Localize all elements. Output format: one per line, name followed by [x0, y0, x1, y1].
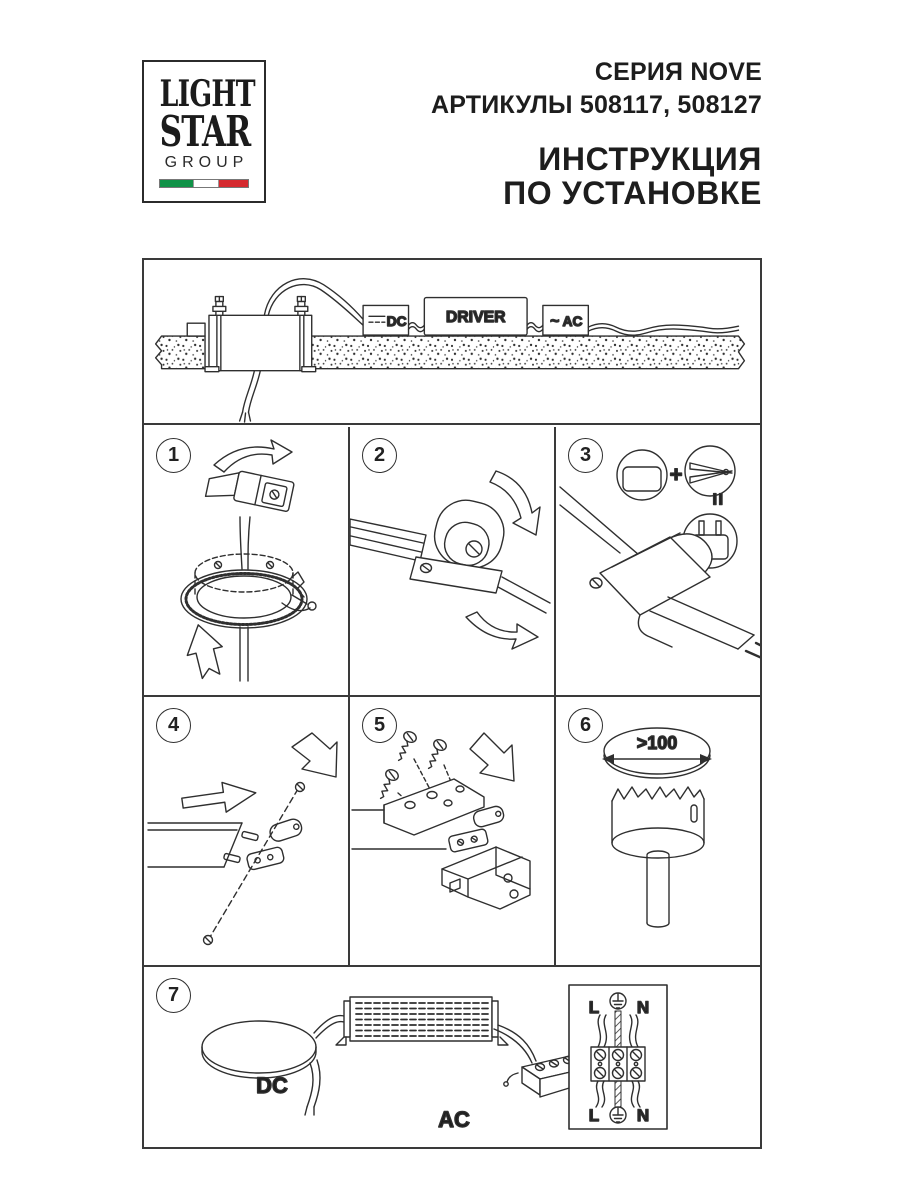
- step-6-panel: [556, 697, 760, 967]
- screw-3: [375, 768, 400, 802]
- screw-bottom: [204, 936, 213, 945]
- step-5-panel: [350, 697, 556, 967]
- step-4-number: [156, 708, 191, 743]
- cable-hanging: [243, 371, 255, 412]
- step-3-panel: [556, 427, 760, 697]
- driver-label: DRIVER: [445, 309, 506, 327]
- up-arrow: [181, 620, 229, 680]
- driver-unit: [336, 997, 508, 1045]
- ac-label: AC: [562, 313, 583, 330]
- step-4-panel: [144, 697, 350, 967]
- fixture-screw-right: [295, 297, 308, 316]
- logo-word-star: STAR: [159, 107, 251, 156]
- terminal-strip: [591, 1047, 645, 1081]
- connector-icon: [617, 450, 667, 500]
- flag-white-segment: [193, 180, 219, 187]
- step-number-text: 1: [167, 444, 180, 466]
- wire-label-l-top: L: [588, 998, 600, 1017]
- flag-green-segment: [160, 180, 193, 187]
- step-7-illustration: [144, 967, 760, 1146]
- clamp-on-cable: [560, 487, 760, 659]
- plus-sign: +: [669, 462, 683, 487]
- fixture-edge: [148, 823, 258, 867]
- step-1-panel: [144, 427, 350, 697]
- title-line-1: ИНСТРУКЦИЯ: [538, 141, 762, 177]
- curved-arrow-bottom: [466, 612, 538, 649]
- step-number-text: 2: [373, 444, 386, 466]
- step-7-number: [156, 978, 191, 1013]
- articles-line: АРТИКУЛЫ 508117, 508127: [430, 91, 762, 119]
- step-7-panel: [144, 967, 760, 1146]
- lightstar-logo: [142, 60, 266, 203]
- wire-connector-a: [268, 817, 304, 843]
- italian-flag: [159, 179, 249, 188]
- logo-word-light: LIGHT: [159, 73, 255, 115]
- diagram-frame: [142, 258, 762, 1149]
- step-number-text: 5: [373, 714, 386, 736]
- dc-output-label: DC: [256, 1073, 288, 1098]
- step-2-panel: [350, 427, 556, 697]
- step-5-number: [362, 708, 397, 743]
- wire-label-l-bottom: L: [588, 1106, 600, 1125]
- step-number-text: 3: [579, 444, 592, 466]
- fixture-screw-left: [213, 297, 226, 316]
- ac-box: [543, 305, 588, 335]
- step-number-text: 6: [579, 714, 592, 736]
- document-header: [431, 56, 762, 210]
- ac-input-label: AC: [438, 1107, 470, 1132]
- step-number-text: 4: [167, 714, 180, 736]
- curved-arrow: [214, 440, 292, 472]
- step-6-number: [568, 708, 603, 743]
- cable-fixture-to-dc: [264, 279, 363, 320]
- mounting-plate: [384, 779, 484, 835]
- logo-word-group: GROUP: [164, 154, 249, 171]
- bracket: [442, 847, 530, 909]
- step-number-text: 7: [167, 984, 180, 1006]
- arrow-right: [180, 778, 257, 818]
- cable-clip: [206, 465, 295, 514]
- dc-label: DC: [386, 313, 407, 330]
- step-2-number: [362, 438, 397, 473]
- stripper-icon: [685, 446, 735, 496]
- arrow-down-left: [292, 733, 337, 777]
- equals-sign: =: [705, 492, 730, 506]
- dc-box: [363, 305, 408, 335]
- cable-clamp: [410, 494, 510, 593]
- wire-label-n-top: N: [636, 998, 650, 1017]
- ac-wave: ~: [550, 313, 560, 331]
- screw-top: [296, 783, 305, 792]
- step-3-number: [568, 438, 603, 473]
- overview-illustration: [144, 260, 760, 423]
- step-1-number: [156, 438, 191, 473]
- title-line-2: ПО УСТАНОВКЕ: [503, 175, 762, 211]
- diameter-label: >100: [636, 733, 678, 753]
- flat-cable: [350, 519, 426, 561]
- flag-red-segment: [219, 180, 248, 187]
- arrow-down-right: [470, 733, 514, 781]
- overview-panel: [144, 260, 760, 425]
- hole-dimension: [602, 728, 712, 778]
- hole-saw: [612, 787, 704, 927]
- terminal-connector: [448, 828, 489, 852]
- screw-1: [393, 730, 418, 764]
- series-line: СЕРИЯ NOVE: [594, 58, 762, 86]
- wire-label-n-bottom: N: [636, 1106, 650, 1125]
- wiring-diagram: [569, 985, 667, 1129]
- driver-box: [424, 298, 527, 336]
- lamp-disc: [202, 1021, 320, 1115]
